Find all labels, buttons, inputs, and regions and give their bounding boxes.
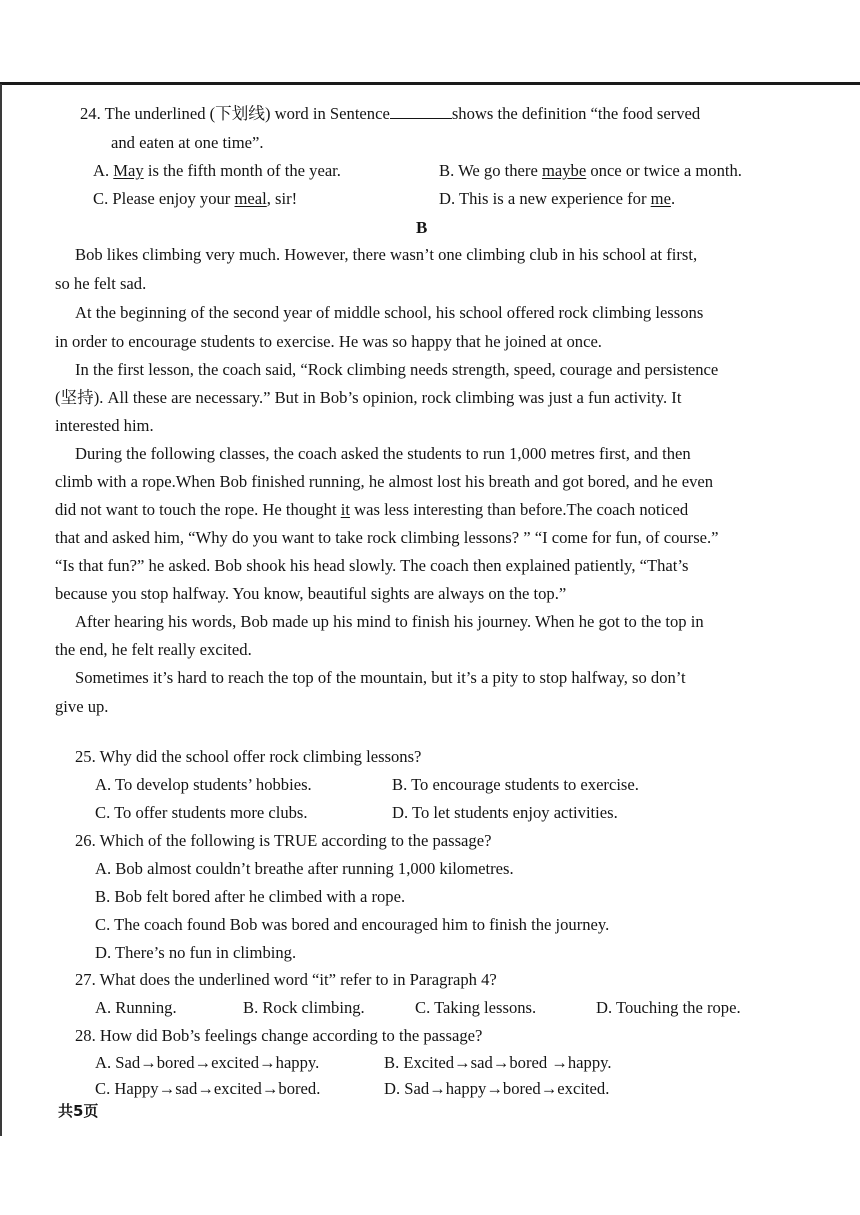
passage-p4-line3 [55, 500, 688, 520]
q27-stem: 27. What does the underlined word “it” refer to in Paragraph 4? [75, 970, 497, 989]
passage-p3-line2: (坚持). All these are necessary.” But in Bob’s opinion, rock climbing was just a fun activity. It [55, 388, 682, 407]
passage-p1-line2: so he felt sad. [55, 274, 147, 293]
q26-option-d: D. There’s no fun in climbing. [95, 943, 297, 962]
q24-option-c [93, 189, 297, 209]
passage-p6-line2: give up. [55, 697, 109, 716]
q28-stem: 28. How did Bob’s feelings change according to the passage? [75, 1026, 483, 1045]
q24-b-prefix: B. We go there [439, 161, 542, 180]
q24-c-underlined-word: meal [234, 189, 267, 208]
q26-option-c: C. The coach found Bob was bored and encouraged him to finish the journey. [95, 915, 610, 934]
q28-option-b: B. Excited→sad→bored →happy. [384, 1053, 612, 1072]
q24-option-d [439, 189, 675, 209]
q25-option-c: C. To offer students more clubs. [95, 803, 308, 822]
passage-p4-line6: because you stop halfway. You know, beautiful sights are always on the top.” [55, 584, 567, 603]
q27-option-d: D. Touching the rope. [596, 998, 741, 1017]
q24-d-rest: . [670, 189, 676, 208]
q24-stem-part2: shows the definition “the food served [451, 104, 701, 123]
q27-option-b: B. Rock climbing. [243, 998, 365, 1017]
q26-stem: 26. Which of the following is TRUE according to the passage? [75, 831, 492, 850]
q26-option-b: B. Bob felt bored after he climbed with a rope. [95, 887, 406, 906]
q24-stem-part1: 24. The underlined (下划线) word in Sentence [80, 104, 390, 123]
passage-p6-line1: Sometimes it’s hard to reach the top of the mountain, but it’s a pity to stop halfway, so don’t [75, 668, 686, 687]
q24-option-b [439, 161, 742, 181]
section-heading-b: B [416, 218, 428, 237]
q24-a-rest: is the fifth month of the year. [143, 161, 341, 180]
passage-p4-line3-part1: did not want to touch the rope. He thought [55, 500, 341, 519]
q25-stem: 25. Why did the school offer rock climbing lessons? [75, 747, 422, 766]
q24-stem-line1 [80, 104, 700, 124]
q24-b-rest: once or twice a month. [586, 161, 742, 180]
q24-c-prefix: C. Please enjoy your [93, 189, 235, 208]
passage-p3-line1: In the first lesson, the coach said, “Rock climbing needs strength, speed, courage and persistence [75, 360, 719, 379]
passage-p2-line2: in order to encourage students to exercise. He was so happy that he joined at once. [55, 332, 602, 351]
passage-p4-line4: that and asked him, “Why do you want to take rock climbing lessons? ” “I come for fun, of course.” [55, 528, 719, 547]
underlined-word-it: it [340, 500, 350, 519]
q24-stem-line2: and eaten at one time”. [111, 133, 264, 152]
q25-option-a: A. To develop students’ hobbies. [95, 775, 312, 794]
q24-b-underlined-word: maybe [541, 161, 587, 180]
passage-p4-line1: During the following classes, the coach asked the students to run 1,000 metres first, and then [75, 444, 691, 463]
q26-option-a: A. Bob almost couldn’t breathe after running 1,000 kilometres. [95, 859, 514, 878]
page-count-footer: 共5页 [58, 1102, 99, 1120]
q25-option-d: D. To let students enjoy activities. [392, 803, 618, 822]
q24-a-prefix: A. [93, 161, 114, 180]
passage-p1-line1: Bob likes climbing very much. However, there wasn’t one climbing club in his school at first, [75, 245, 698, 264]
passage-p5-line2: the end, he felt really excited. [55, 640, 252, 659]
q24-d-underlined-word: me [650, 189, 671, 208]
passage-p5-line1: After hearing his words, Bob made up his mind to finish his journey. When he got to the top in [75, 612, 704, 631]
passage-p2-line1: At the beginning of the second year of middle school, his school offered rock climbing lessons [75, 303, 704, 322]
q24-c-rest: , sir! [266, 189, 298, 208]
q24-answer-blank [390, 104, 452, 119]
q27-option-c: C. Taking lessons. [415, 998, 537, 1017]
q25-option-b: B. To encourage students to exercise. [392, 775, 639, 794]
q27-option-a: A. Running. [95, 998, 177, 1017]
passage-p4-line2: climb with a rope.When Bob finished running, he almost lost his breath and got bored, and he even [55, 472, 714, 491]
passage-p4-line5: “Is that fun?” he asked. Bob shook his head slowly. The coach then explained patiently, “That’s [55, 556, 689, 575]
passage-p4-line3-part2: was less interesting than before.The coach noticed [349, 500, 689, 519]
q28-option-c: C. Happy→sad→excited→bored. [95, 1079, 321, 1098]
q24-option-a [93, 161, 341, 181]
q24-d-prefix: D. This is a new experience for [439, 189, 651, 208]
q28-option-a: A. Sad→bored→excited→happy. [95, 1053, 320, 1072]
q24-a-underlined-word: May [113, 161, 144, 180]
passage-p3-line3: interested him. [55, 416, 154, 435]
q28-option-d: D. Sad→happy→bored→excited. [384, 1079, 610, 1098]
